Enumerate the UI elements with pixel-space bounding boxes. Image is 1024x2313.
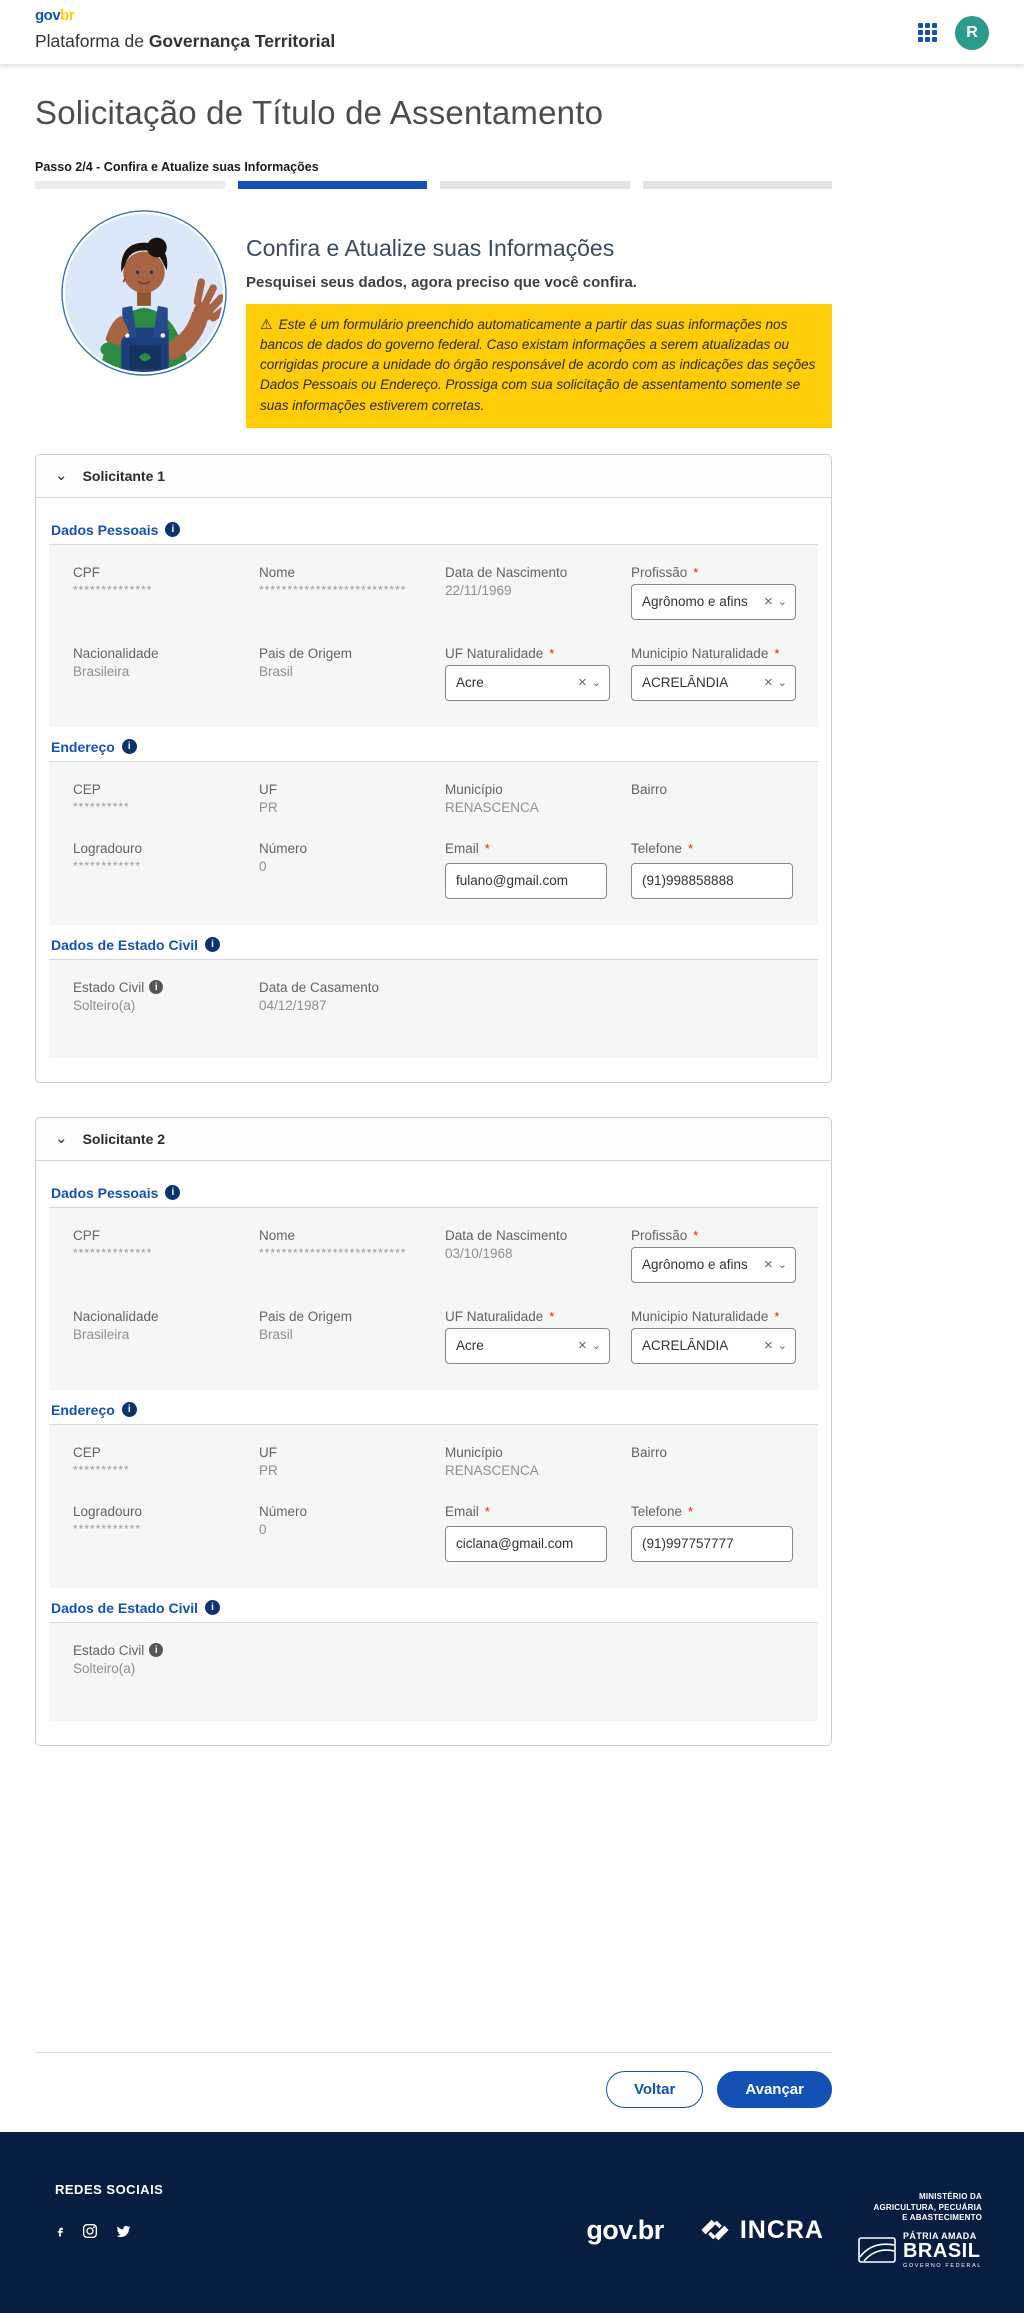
field-value: Brasil: [259, 663, 293, 679]
govbr-footer-logo: gov.br: [586, 2214, 664, 2245]
field-label: CEP: [73, 781, 101, 797]
municipio-naturalidade-select[interactable]: [631, 665, 796, 701]
field-uf: [259, 782, 445, 815]
section-title-estado-civil: [49, 925, 818, 960]
clear-icon[interactable]: ×: [764, 1337, 773, 1355]
accordion-title: Solicitante 1: [82, 467, 166, 484]
field-label: Data de Nascimento: [445, 564, 568, 580]
field-label: Pais de Origem: [259, 1308, 353, 1324]
clear-icon[interactable]: ×: [764, 593, 773, 611]
field-telefone: [631, 841, 794, 899]
field-label: CPF: [73, 564, 100, 580]
field-telefone: [631, 1504, 794, 1562]
clear-icon[interactable]: ×: [764, 674, 773, 692]
telefone-input[interactable]: [631, 863, 793, 899]
govbr-logo[interactable]: [35, 8, 335, 25]
progress-bar: [35, 181, 832, 189]
field-data-casamento: [259, 980, 445, 1032]
required-asterisk: *: [549, 645, 555, 661]
field-value: RENASCENCA: [445, 799, 539, 815]
chevron-down-icon[interactable]: ⌄: [777, 1340, 787, 1353]
field-value: **********: [73, 1462, 130, 1477]
chevron-down-icon: ⌄: [55, 1130, 68, 1148]
field-municipio-naturalidade: [631, 1309, 796, 1364]
brasil-logo: [858, 2231, 982, 2269]
field-label: Nacionalidade: [73, 645, 159, 661]
field-value: ************: [73, 1521, 142, 1536]
ministry-line: MINISTÉRIO DA: [918, 2191, 982, 2201]
accordion-header-1[interactable]: [36, 455, 831, 498]
field-label: Email: [445, 840, 479, 856]
field-label: Estado Civil: [73, 979, 145, 995]
field-value: **************************: [259, 582, 407, 597]
progress-segment-3: [440, 181, 630, 189]
info-icon[interactable]: i: [122, 739, 137, 754]
field-numero: [259, 1504, 445, 1562]
progress-segment-2: [238, 181, 428, 189]
field-uf: [259, 1445, 445, 1478]
field-estado-civil: [73, 1643, 259, 1695]
step-label: Passo 2/4 - Confira e Atualize suas Informações: [35, 159, 319, 174]
brasil-flag-icon: [858, 2237, 896, 2263]
chevron-down-icon[interactable]: ⌄: [591, 677, 601, 690]
field-label: CEP: [73, 1444, 101, 1460]
select-value: Acre: [456, 1338, 484, 1354]
warning-icon: ⚠: [260, 315, 273, 332]
profissao-select[interactable]: [631, 584, 796, 620]
section-title-endereco: [49, 727, 818, 762]
field-label: Data de Casamento: [259, 979, 380, 995]
section-title-estado-civil: [49, 1588, 818, 1623]
field-municipio: [445, 1445, 631, 1478]
select-value: Acre: [456, 675, 484, 691]
applicant-card-1: [35, 454, 832, 1083]
field-label: Profissão: [631, 564, 688, 580]
field-label: Municipio Naturalidade: [631, 1308, 769, 1324]
email-input[interactable]: [445, 863, 607, 899]
section-label: Dados Pessoais: [51, 521, 159, 538]
info-icon[interactable]: i: [165, 522, 180, 537]
field-label: Email: [445, 1503, 479, 1519]
required-asterisk: *: [774, 645, 780, 661]
field-label: Logradouro: [73, 1503, 143, 1519]
accordion-header-2[interactable]: [36, 1118, 831, 1161]
footer-social: [55, 2178, 163, 2240]
field-label: Número: [259, 1503, 308, 1519]
select-value: ACRELÂNDIA: [642, 1338, 729, 1354]
field-pais-origem: [259, 1309, 445, 1364]
field-label: Número: [259, 840, 308, 856]
panel-dados-pessoais: [49, 1208, 818, 1390]
required-asterisk: *: [484, 1503, 490, 1519]
info-icon[interactable]: i: [165, 1185, 180, 1200]
required-asterisk: *: [693, 1227, 699, 1243]
field-label: CPF: [73, 1227, 100, 1243]
clear-icon[interactable]: ×: [578, 1337, 587, 1355]
required-asterisk: *: [688, 840, 694, 856]
field-bairro: [631, 1445, 794, 1478]
field-label: Município: [445, 781, 503, 797]
avancar-button[interactable]: Avançar: [717, 2071, 832, 2108]
progress-segment-4: [643, 181, 833, 189]
clear-icon[interactable]: ×: [764, 1256, 773, 1274]
section-label: Dados de Estado Civil: [51, 936, 199, 953]
field-value: 22/11/1969: [445, 582, 512, 598]
field-profissao: [631, 565, 796, 620]
field-logradouro: [73, 1504, 259, 1562]
field-cep: [73, 782, 259, 815]
user-avatar[interactable]: R: [955, 16, 989, 50]
field-value: Brasileira: [73, 1326, 130, 1342]
social-title: REDES SOCIAIS: [55, 2181, 164, 2197]
field-value: **********: [73, 799, 130, 814]
field-numero: [259, 841, 445, 899]
chevron-down-icon[interactable]: ⌄: [777, 1259, 787, 1272]
field-value: **************: [73, 1245, 153, 1260]
warning-text: Este é um formulário preenchido automaticamente a partir das suas informações nos bancos de dados do governo federal. Caso existam informações a serem atualizadas ou corrigidas procure a unidade do órgão responsável de acordo com as indicações das seções Dados Pessoais ou Endereço. Prossiga com sua solicitação de assentamento somente se suas informações estiverem corretas.: [260, 316, 816, 413]
field-label: Nome: [259, 1227, 296, 1243]
field-label: Logradouro: [73, 840, 143, 856]
field-label: UF: [259, 781, 277, 797]
twitter-icon[interactable]: [115, 2224, 132, 2239]
section-title-dados-pessoais: [49, 1173, 818, 1208]
field-municipio-naturalidade: [631, 646, 796, 701]
panel-estado-civil: [49, 960, 818, 1058]
field-label: UF Naturalidade: [445, 645, 544, 661]
section-title-endereco: [49, 1390, 818, 1425]
chevron-down-icon[interactable]: ⌄: [591, 1340, 601, 1353]
chevron-down-icon[interactable]: ⌄: [777, 596, 787, 609]
required-asterisk: *: [484, 840, 490, 856]
field-label: Profissão: [631, 1227, 688, 1243]
chevron-down-icon: ⌄: [55, 467, 68, 485]
voltar-button[interactable]: Voltar: [606, 2071, 703, 2108]
field-uf-naturalidade: [445, 646, 631, 701]
uf-naturalidade-select[interactable]: [445, 665, 610, 701]
panel-dados-pessoais: [49, 545, 818, 727]
field-bairro: [631, 782, 794, 815]
field-label: UF Naturalidade: [445, 1308, 544, 1324]
incra-icon: [698, 2217, 732, 2243]
field-label: Nacionalidade: [73, 1308, 159, 1324]
assistant-illustration: [60, 209, 228, 377]
info-icon[interactable]: i: [122, 1402, 137, 1417]
field-cpf: [73, 1228, 259, 1283]
ministry-logo: [858, 2192, 982, 2269]
info-icon[interactable]: i: [205, 1600, 220, 1615]
field-value: PR: [259, 1462, 278, 1478]
spacer: [35, 1780, 832, 2052]
form-actions: [35, 2052, 832, 2108]
field-estado-civil: [73, 980, 259, 1032]
field-label: Bairro: [631, 1444, 668, 1460]
field-label: Município: [445, 1444, 503, 1460]
email-input[interactable]: [445, 1526, 607, 1562]
field-value: 0: [259, 858, 267, 874]
warning-banner: [246, 304, 832, 428]
field-value: ************: [73, 858, 142, 873]
field-label: Data de Nascimento: [445, 1227, 568, 1243]
panel-estado-civil: [49, 1623, 818, 1721]
field-data-nascimento: [445, 565, 631, 620]
profissao-select[interactable]: [631, 1247, 796, 1283]
info-icon[interactable]: i: [149, 980, 163, 994]
field-value: Brasileira: [73, 663, 130, 679]
field-value: RENASCENCA: [445, 1462, 539, 1478]
field-value: 04/12/1987: [259, 997, 327, 1013]
field-nacionalidade: [73, 1309, 259, 1364]
facebook-icon[interactable]: [55, 2223, 65, 2240]
field-email: [445, 1504, 631, 1562]
platform-title-prefix: Plataforma de: [35, 30, 149, 51]
field-value: 0: [259, 1521, 267, 1537]
municipio-naturalidade-select[interactable]: [631, 1328, 796, 1364]
clear-icon[interactable]: ×: [578, 674, 587, 692]
platform-title-bold: Governança Territorial: [148, 30, 336, 51]
header-left: [35, 8, 335, 52]
apps-grid-icon[interactable]: [918, 23, 937, 42]
panel-endereco: [49, 762, 818, 925]
section-label: Endereço: [51, 738, 115, 755]
ministry-line: AGRICULTURA, PECUÁRIA: [873, 2202, 982, 2212]
field-data-nascimento: [445, 1228, 631, 1283]
field-label: UF: [259, 1444, 277, 1460]
field-value: 03/10/1968: [445, 1245, 513, 1261]
panel-endereco: [49, 1425, 818, 1588]
platform-title: [35, 31, 335, 52]
field-value: Brasil: [259, 1326, 293, 1342]
field-label: Bairro: [631, 781, 668, 797]
field-cpf: [73, 565, 259, 620]
brasil-text: BRASIL: [902, 2240, 981, 2263]
govbr-logo-br: br: [60, 7, 75, 24]
patria-text: PÁTRIA AMADA: [902, 2231, 977, 2242]
required-asterisk: *: [774, 1308, 780, 1324]
field-value: Solteiro(a): [73, 1660, 136, 1676]
instagram-icon[interactable]: [82, 2223, 98, 2239]
required-asterisk: *: [693, 564, 699, 580]
field-label: Pais de Origem: [259, 645, 353, 661]
field-value: Solteiro(a): [73, 997, 136, 1013]
field-nome: [259, 1228, 445, 1283]
governo-text: GOVERNO FEDERAL: [902, 2263, 982, 2270]
field-profissao: [631, 1228, 796, 1283]
field-logradouro: [73, 841, 259, 899]
field-value: **************: [73, 582, 153, 597]
govbr-logo-gov: gov: [35, 7, 61, 24]
intro-heading: Confira e Atualize suas Informações: [246, 234, 615, 261]
ministry-line: E ABASTECIMENTO: [902, 2213, 982, 2223]
required-asterisk: *: [688, 1503, 694, 1519]
telefone-input[interactable]: [631, 1526, 793, 1562]
info-icon[interactable]: i: [149, 1643, 163, 1657]
field-uf-naturalidade: [445, 1309, 631, 1364]
required-asterisk: *: [549, 1308, 555, 1324]
app-header: [0, 0, 1024, 64]
chevron-down-icon[interactable]: ⌄: [777, 677, 787, 690]
footer: [0, 2132, 1024, 2313]
field-cep: [73, 1445, 259, 1478]
field-value: **************************: [259, 1245, 407, 1260]
applicant-card-2: [35, 1117, 832, 1746]
section-title-dados-pessoais: [49, 510, 818, 545]
field-nome: [259, 565, 445, 620]
field-value: PR: [259, 799, 278, 815]
section-label: Endereço: [51, 1401, 115, 1418]
accordion-title: Solicitante 2: [82, 1130, 166, 1147]
page-title: Solicitação de Título de Assentamento: [35, 93, 604, 131]
field-label: Telefone: [631, 840, 683, 856]
field-pais-origem: [259, 646, 445, 701]
uf-naturalidade-select[interactable]: [445, 1328, 610, 1364]
field-label: Estado Civil: [73, 1642, 145, 1658]
select-value: ACRELÂNDIA: [642, 675, 729, 691]
field-nacionalidade: [73, 646, 259, 701]
field-email: [445, 841, 631, 899]
incra-text: INCRA: [739, 2215, 824, 2244]
section-label: Dados Pessoais: [51, 1184, 159, 1201]
progress-segment-1: [35, 181, 225, 189]
field-label: Municipio Naturalidade: [631, 645, 769, 661]
section-label: Dados de Estado Civil: [51, 1599, 199, 1616]
intro-subheading: Pesquisei seus dados, agora preciso que você confira.: [246, 273, 637, 291]
field-municipio: [445, 782, 631, 815]
select-value: Agrônomo e afins: [642, 1257, 748, 1273]
select-value: Agrônomo e afins: [642, 594, 748, 610]
info-icon[interactable]: i: [205, 937, 220, 952]
incra-logo: [698, 2216, 824, 2245]
field-label: Nome: [259, 564, 296, 580]
field-label: Telefone: [631, 1503, 683, 1519]
